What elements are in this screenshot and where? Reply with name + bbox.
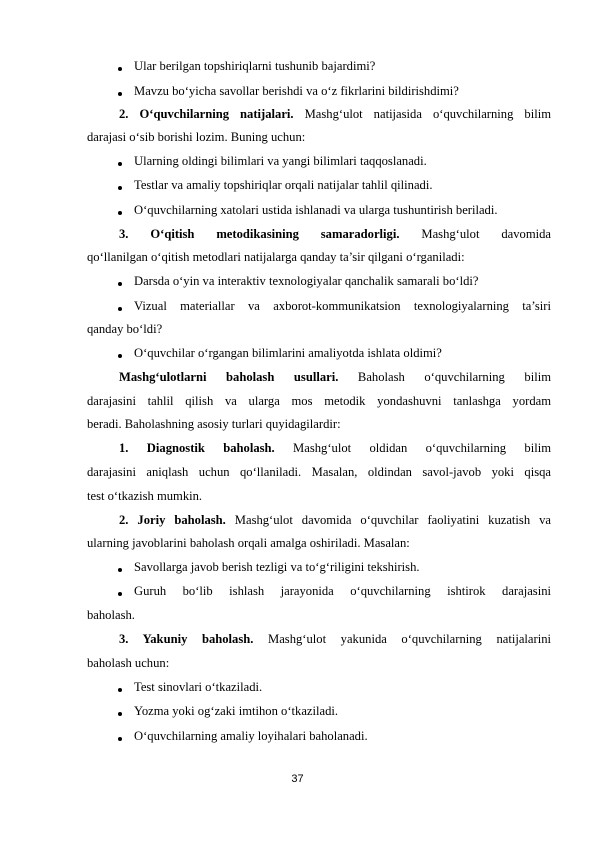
paragraph-text: qo‘llanilgan o‘qitish metodlari natijalarga qanday ta’sir qilgani o‘rganiladi: bbox=[87, 250, 465, 264]
list-item-continuation: qanday bo‘ldi? bbox=[87, 322, 163, 336]
page-number: 37 bbox=[291, 773, 304, 785]
list-item: Yozma yoki og‘zaki imtihon o‘tkaziladi. bbox=[134, 704, 339, 718]
list-item: Testlar va amaliy topshiriqlar orqali natijalar tahlil qilinadi. bbox=[134, 178, 433, 192]
list-item-continuation: baholash. bbox=[87, 608, 135, 622]
section-heading: 1. Diagnostik baholash. bbox=[119, 441, 275, 455]
list-item: Ularning oldingi bilimlari va yangi bilimlari taqqoslanadi. bbox=[134, 154, 427, 168]
paragraph-text: Mashg‘ulot oldidan o‘quvchilarning bilim bbox=[274, 441, 552, 455]
bullet-marker bbox=[118, 67, 122, 71]
paragraph-text: darajasini tahlil qilish va ularga mos metodik yondashuvni tanlashga yordam bbox=[87, 394, 551, 408]
bullet-marker bbox=[118, 688, 122, 692]
list-item: Darsda o‘yin va interaktiv texnologiyalar qanchalik samarali bo‘ldi? bbox=[134, 274, 479, 288]
list-item: Test sinovlari o‘tkaziladi. bbox=[134, 680, 263, 694]
section-paragraph bbox=[119, 440, 551, 456]
bullet-marker bbox=[118, 712, 122, 716]
section-paragraph bbox=[119, 631, 551, 647]
paragraph-text: Mashg‘ulot davomida o‘quvchilar faoliyatini kuzatish va bbox=[225, 513, 551, 527]
paragraph-text: Mashg‘ulot davomida bbox=[399, 227, 552, 241]
bullet-marker bbox=[118, 162, 122, 166]
bullet-marker bbox=[118, 307, 122, 311]
section-paragraph bbox=[119, 512, 551, 528]
bullet-marker bbox=[118, 211, 122, 215]
list-item: Mavzu bo‘yicha savollar berishdi va o‘z fikrlarini bildirishdimi? bbox=[134, 84, 459, 98]
list-item: O‘quvchilarning xatolari ustida ishlanadi va ularga tushuntirish beriladi. bbox=[134, 203, 498, 217]
paragraph-text: Baholash o‘quvchilarning bilim bbox=[338, 370, 551, 384]
list-item: Guruh bo‘lib ishlash jarayonida o‘quvchilarning ishtirok darajasini bbox=[134, 584, 551, 598]
paragraph-text: darajasini aniqlash uchun qo‘llaniladi. Masalan, oldindan savol-javob yoki qisqa bbox=[87, 465, 551, 479]
section-heading: Mashg‘ulotlarni baholash usullari. bbox=[119, 370, 339, 384]
list-item: Ular berilgan topshiriqlarni tushunib bajardimi? bbox=[134, 59, 376, 73]
section-paragraph bbox=[119, 106, 551, 122]
list-item: O‘quvchilarning amaliy loyihalari baholanadi. bbox=[134, 729, 368, 743]
section-paragraph bbox=[119, 369, 551, 385]
bullet-marker bbox=[118, 354, 122, 358]
paragraph-text: ularning javoblarini baholash orqali amalga oshiriladi. Masalan: bbox=[87, 536, 410, 550]
bullet-marker bbox=[118, 186, 122, 190]
section-heading: 2. Joriy baholash. bbox=[119, 513, 226, 527]
list-item: Vizual materiallar va axborot-kommunikatsion texnologiyalarning ta’siri bbox=[134, 299, 551, 313]
bullet-marker bbox=[118, 282, 122, 286]
section-heading: 2. O‘quvchilarning natijalari. bbox=[119, 107, 294, 121]
paragraph-text: darajasi o‘sib borishi lozim. Buning uchun: bbox=[87, 130, 306, 144]
paragraph-text: Mashg‘ulot yakunida o‘quvchilarning natijalarini bbox=[253, 632, 551, 646]
list-item: Savollarga javob berish tezligi va to‘g‘riligini tekshirish. bbox=[134, 560, 420, 574]
paragraph-text: Mashg‘ulot natijasida o‘quvchilarning bilim bbox=[293, 107, 551, 121]
section-paragraph bbox=[119, 226, 551, 242]
paragraph-text: baholash uchun: bbox=[87, 656, 170, 670]
paragraph-text: beradi. Baholashning asosiy turlari quyidagilardir: bbox=[87, 417, 341, 431]
section-heading: 3. Yakuniy baholash. bbox=[119, 632, 254, 646]
list-item: O‘quvchilar o‘rgangan bilimlarini amaliyotda ishlata oldimi? bbox=[134, 346, 442, 360]
bullet-marker bbox=[118, 92, 122, 96]
section-heading: 3. O‘qitish metodikasining samaradorligi. bbox=[119, 227, 400, 241]
paragraph-text: test o‘tkazish mumkin. bbox=[87, 489, 203, 503]
bullet-marker bbox=[118, 737, 122, 741]
bullet-marker bbox=[118, 592, 122, 596]
bullet-marker bbox=[118, 568, 122, 572]
